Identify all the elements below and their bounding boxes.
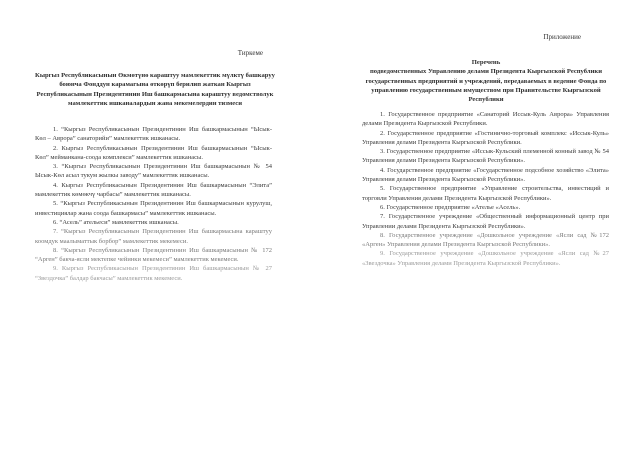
list-item: 8. “Кыргыз Республикасынын Президентинин Иш башкармасынын № 172 “Арген” бакча-ясли мектепке чейинки мекемеси” мамлекеттик мекемеси. xyxy=(35,246,272,264)
document-title: Кыргыз Республикасынын Өкмөтүнө караштуу мамлекеттик мүлктү башкаруу боюнча Фонддун карамагына өткөрүп берилип жаткан Кыргыз Республикасынын Президентинин Иш башкармасына караштуу ведомстволук мамлекеттик ишканалардын жана мекемелердин тизмеси xyxy=(35,72,275,107)
title-body: подведомственных Управлению делами Президента Кыргызской Республики государственных предприятий и учреждений, передаваемых в ведение Фонда по управлению государственным имуществом при Правительстве Кыргызской Республики xyxy=(365,68,607,104)
list-item: 3. “Кыргыз Республикасынын Президентинин Иш башкармасынын № 54 Ысык-Көл асыл тукум жылкы заводу” мамлекеттик ишканасы. xyxy=(35,163,272,180)
list-item: 4. Кыргыз Республикасынын Президентинин Иш башкармасынын “Элита” мамлекеттик көмөкчү чарбасы” мамлекеттик ишканасы. xyxy=(35,181,272,199)
list-item: 5. Государственное предприятие «Управление строительства, инвестиций и торговли Управления делами Президента Кыргызской Республики». xyxy=(362,185,609,202)
list-item: 1. “Кыргыз Республикасынын Президентинин Иш башкармасынын “Ысык-Көл – Аврора” санаторийи” мамлекеттик ишканасы. xyxy=(35,126,272,143)
list-item: 4. Государственное предприятие «Государственное подсобное хозяйство «Элита» Управления делами Президента Кыргызской Республики». xyxy=(362,166,609,184)
list-item: 1. Государственное предприятие «Санаторий Иссык-Куль Аврора» Управления делами Президента Кыргызской Республики. xyxy=(362,111,609,128)
list-item: 2. Государственное предприятие «Гостинично-торговый комплекс «Иссык-Куль» Управления делами Президента Кыргызской Республики. xyxy=(362,129,609,146)
title-heading: Перечень xyxy=(471,59,501,66)
list-item: 3. Государственное предприятие «Иссык-Кульский племенной конный завод № 54 Управления делами Президента Кыргызской Республики». xyxy=(362,148,609,165)
document-title xyxy=(361,58,611,104)
list-item: 8. Государственное учреждение «Дошкольное учреждение «Ясли сад №172 «Арген» Управления делами Президента Кыргызской Республики». xyxy=(362,231,609,249)
list-item: 5. “Кыргыз Республикасынын Президентинин Иш башкармасынын курулуш, инвестициялар жана соода башкармасы” мамлекеттик ишканасы. xyxy=(35,200,272,217)
appendix-label: Приложение xyxy=(543,33,581,41)
list-item: 6. “Асель” ательеси” мамлекеттик ишканасы. xyxy=(53,218,179,226)
enterprise-list xyxy=(35,125,272,283)
right-page-russian xyxy=(320,0,640,452)
list-item: 9. Государственное учреждение «Дошкольное учреждение «Ясли сад №27 «Звездочка» Управления делами Президента Кыргызской Республики». xyxy=(362,250,609,267)
appendix-label: Тиркеме xyxy=(237,49,263,57)
list-item: 7. Государственное учреждение «Общественный информационный центр при Управлении делами Президента Кыргызской Республики». xyxy=(362,213,609,230)
list-item: 2. Кыргыз Республикасынын Президентинин Иш башкармасынын “Ысык-Көл” мейманкана-соода комплекси” мамлекеттик ишканасы. xyxy=(35,144,272,161)
enterprise-list xyxy=(362,110,609,268)
list-item: 6. Государственное предприятие «Ателье «Асель». xyxy=(380,203,521,211)
list-item: 9. Кыргыз Республикасынын Президентинин Иш башкармасынын № 27 “Звездочка” балдар бакчасы” мамлекеттик мекемеси. xyxy=(35,265,272,282)
list-item: 7. “Кыргыз Республикасынын Президентинин Иш башкармасына караштуу коомдук маалыматтык борбор” мамлекеттик мекемеси. xyxy=(35,228,272,245)
